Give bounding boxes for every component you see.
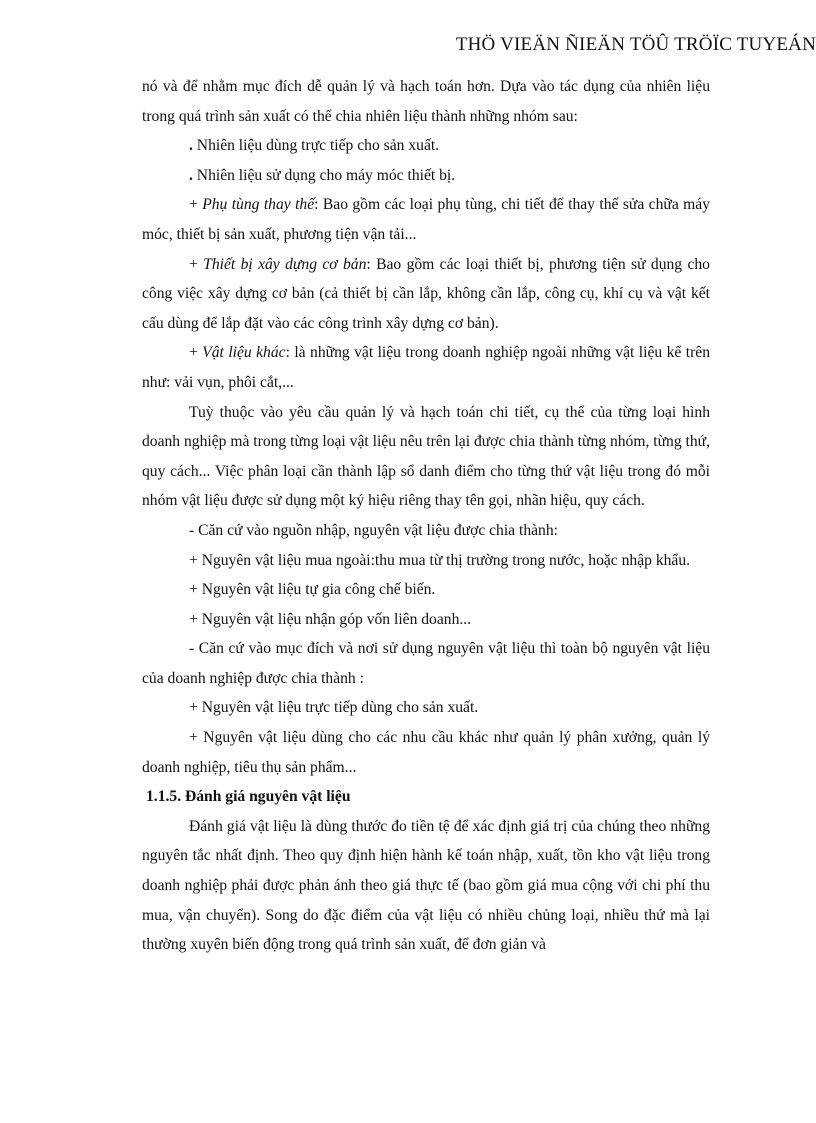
list-item-self-processed: + Nguyên vật liệu tự gia công chế biến. <box>189 581 436 599</box>
paragraph-intro: nó và để nhằm mục đích dễ quản lý và hạch toán hơn. Dựa vào tác dụng của nhiên liệu trong quá trình sản xuất có thể chia nhiên liệu thành những nhóm sau: <box>142 78 710 125</box>
list-item-prefix: + <box>189 255 204 273</box>
section-heading: 1.1.5. Đánh giá nguyên vật liệu <box>146 788 351 806</box>
paragraph-classification: Tuỳ thuộc vào yêu cầu quản lý và hạch toán chi tiết, cụ thể của từng loại hình doanh nghiệp mà trong từng loại vật liệu nêu trên lại được chia thành từng nhóm, từng thứ, quy cách... Việc phân loại cần thành lập sổ danh điểm cho từng thứ vật liệu trong đó mỗi nhóm vật liệu được sử dụng một ký hiệu riêng thay tên gọi, nhãn hiệu, quy cách. <box>142 403 711 510</box>
list-item-text: : là những vật liệu trong doanh nghiệp ngoài những vật liệu kể trên như: vải vụn, phôi cắt,... <box>142 344 710 391</box>
list-item-prefix: + <box>189 344 203 362</box>
list-item-text: : Bao gồm các loại thiết bị, phương tiện sử dụng cho công việc xây dựng cơ bản (cả thiết bị cần lắp, không cần lắp, công cụ, khí cụ và vật kết cấu dùng để lắp đặt vào các công trình xây dựng cơ bản). <box>142 255 710 332</box>
paragraph-by-purpose: - Căn cứ vào mục đích và nơi sử dụng nguyên vật liệu thì toàn bộ nguyên vật liệu của doanh nghiệp được chia thành : <box>142 640 710 687</box>
list-item-text: : Bao gồm các loại phụ tùng, chi tiết để thay thế sửa chữa máy móc, thiết bị sản xuất, phương tiện vận tải... <box>142 196 710 243</box>
list-item-other-needs: + Nguyên vật liệu dùng cho các nhu cầu khác như quản lý phân xưởng, quản lý doanh nghiệp, tiêu thụ sản phẩm... <box>142 729 710 776</box>
bullet-mark: . <box>189 137 193 155</box>
document-body <box>142 72 710 960</box>
list-item-text: Nhiên liệu sử dụng cho máy móc thiết bị. <box>192 166 456 184</box>
list-item-term: Thiết bị xây dựng cơ bản <box>203 255 367 273</box>
page-header: THÖ VIEÄN ÑIEÄN TÖÛ TRÖÏC TUYEÁN <box>455 34 816 55</box>
list-item-construction-equipment <box>142 250 710 339</box>
list-item-term: Phụ tùng thay thế <box>202 196 315 214</box>
paragraph-by-source: - Căn cứ vào nguồn nhập, nguyên vật liệu được chia thành: <box>189 521 558 539</box>
list-item-spare-parts <box>142 190 710 249</box>
list-item-fuel-direct <box>142 131 710 161</box>
paragraph-valuation: Đánh giá vật liệu là dùng thước đo tiền tệ để xác định giá trị của chúng theo những nguyên tắc nhất định. Theo quy định hiện hành kế toán nhập, xuất, tồn kho vật liệu trong doanh nghiệp phải được phản ánh theo giá thực tế (bao gồm giá mua cộng với chi phí thu mua, vận chuyển). Song do đặc điểm của vật liệu có nhiều chủng loại, nhiều thứ mà lại thường xuyên biến động trong quá trình sản xuất, để đơn giản và <box>142 817 710 954</box>
list-item-capital-contribution: + Nguyên vật liệu nhận góp vốn liên doanh... <box>189 610 472 628</box>
list-item-purchased: + Nguyên vật liệu mua ngoài:thu mua từ thị trường trong nước, hoặc nhập khẩu. <box>189 551 691 569</box>
list-item-direct-production: + Nguyên vật liệu trực tiếp dùng cho sản xuất. <box>189 699 479 717</box>
list-item-fuel-machine <box>142 161 710 191</box>
bullet-mark: . <box>189 166 193 184</box>
list-item-term: Vật liệu khác <box>202 344 286 362</box>
list-item-other-materials <box>142 338 710 397</box>
list-item-text: Nhiên liệu dùng trực tiếp cho sản xuất. <box>192 137 440 155</box>
list-item-prefix: + <box>189 196 203 214</box>
